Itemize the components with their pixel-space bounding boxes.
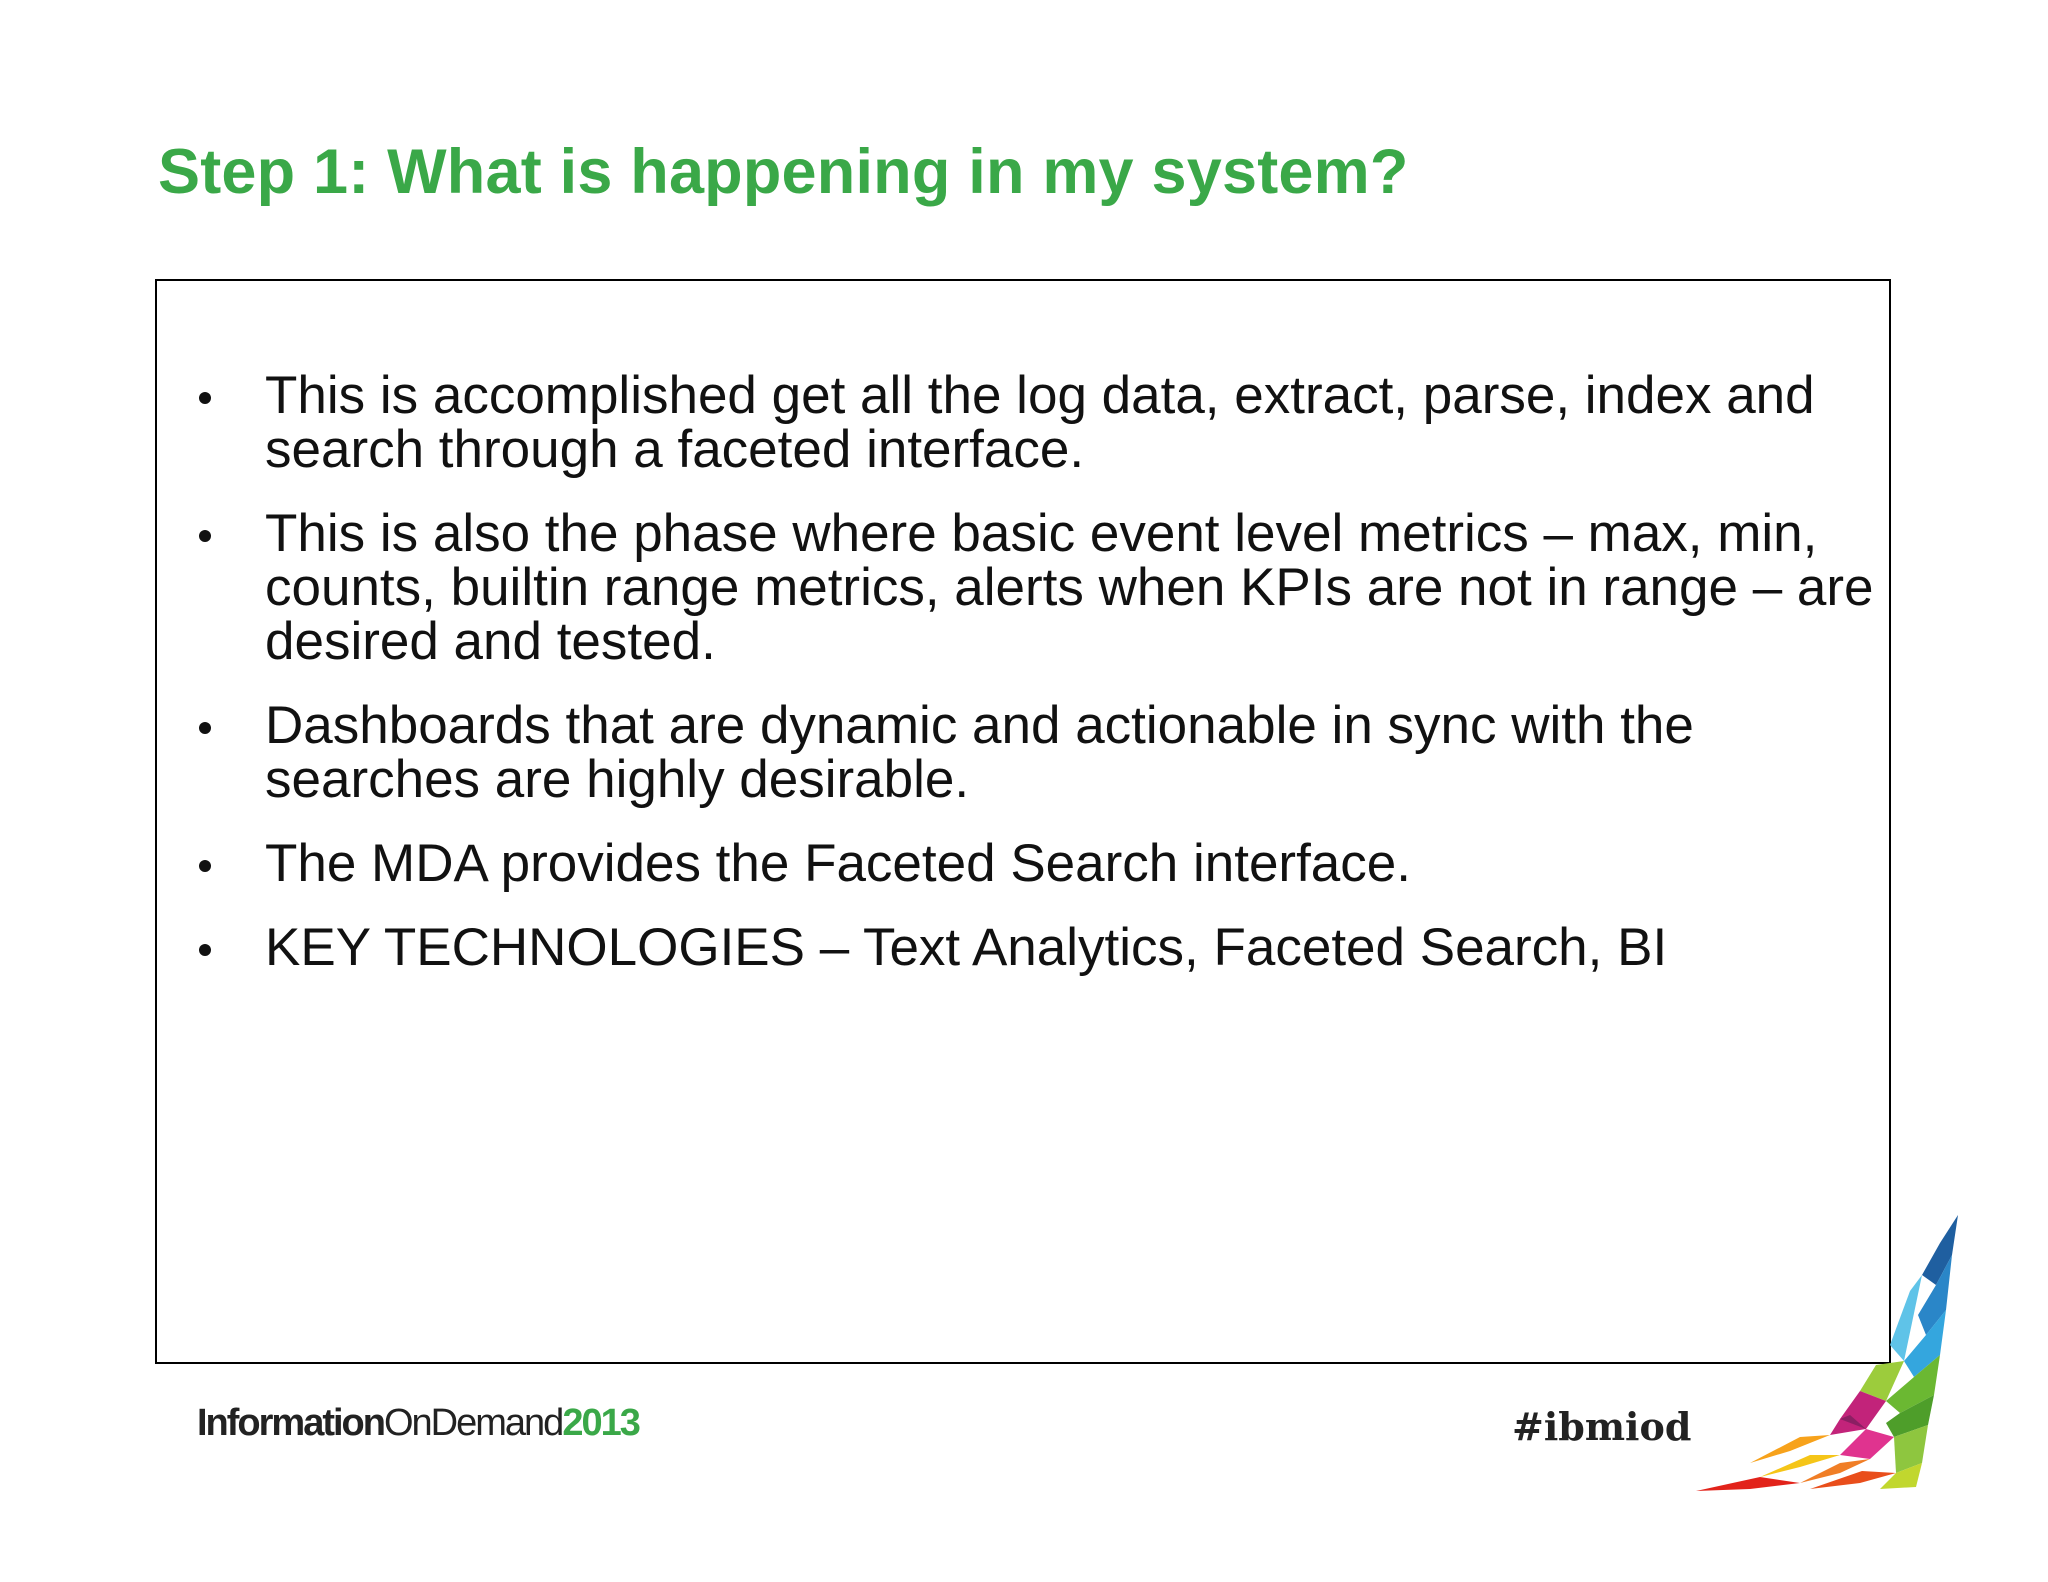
bullet-dot-icon <box>199 860 211 872</box>
bullet-text: This is accomplished get all the log data, extract, parse, index and search through a faceted interface. <box>265 366 1815 479</box>
brand-ondemand: OnDemand <box>383 1402 563 1444</box>
bullet-dot-icon <box>199 530 211 542</box>
brand-year: 2013 <box>562 1402 639 1444</box>
bullet-dot-icon <box>199 944 211 956</box>
brand-information: Information <box>197 1402 384 1444</box>
bullet-item <box>199 918 1879 977</box>
bullet-item <box>199 696 1879 809</box>
bullet-text: Dashboards that are dynamic and actionable in sync with the searches are highly desirable. <box>265 696 1694 809</box>
bullet-list <box>199 366 1879 1005</box>
hashtag-label: #ibmiod <box>1512 1404 1692 1449</box>
bullet-text: The MDA provides the Faceted Search interface. <box>265 834 1411 893</box>
bullet-text: KEY TECHNOLOGIES – Text Analytics, Faceted Search, BI <box>265 918 1668 977</box>
event-brand-logo <box>197 1402 639 1445</box>
bullet-item <box>199 366 1879 479</box>
bullet-item <box>199 504 1879 671</box>
bullet-dot-icon <box>199 722 211 734</box>
bullet-dot-icon <box>199 392 211 404</box>
bullet-text: This is also the phase where basic event level metrics – max, min, counts, builtin range metrics, alerts when KPIs are not in range – are desired and tested. <box>265 504 1874 671</box>
slide-title: Step 1: What is happening in my system? <box>158 137 1409 207</box>
content-box <box>155 279 1891 1364</box>
bullet-item <box>199 834 1879 893</box>
colorful-ribbon-logo-icon <box>1690 1215 1960 1491</box>
